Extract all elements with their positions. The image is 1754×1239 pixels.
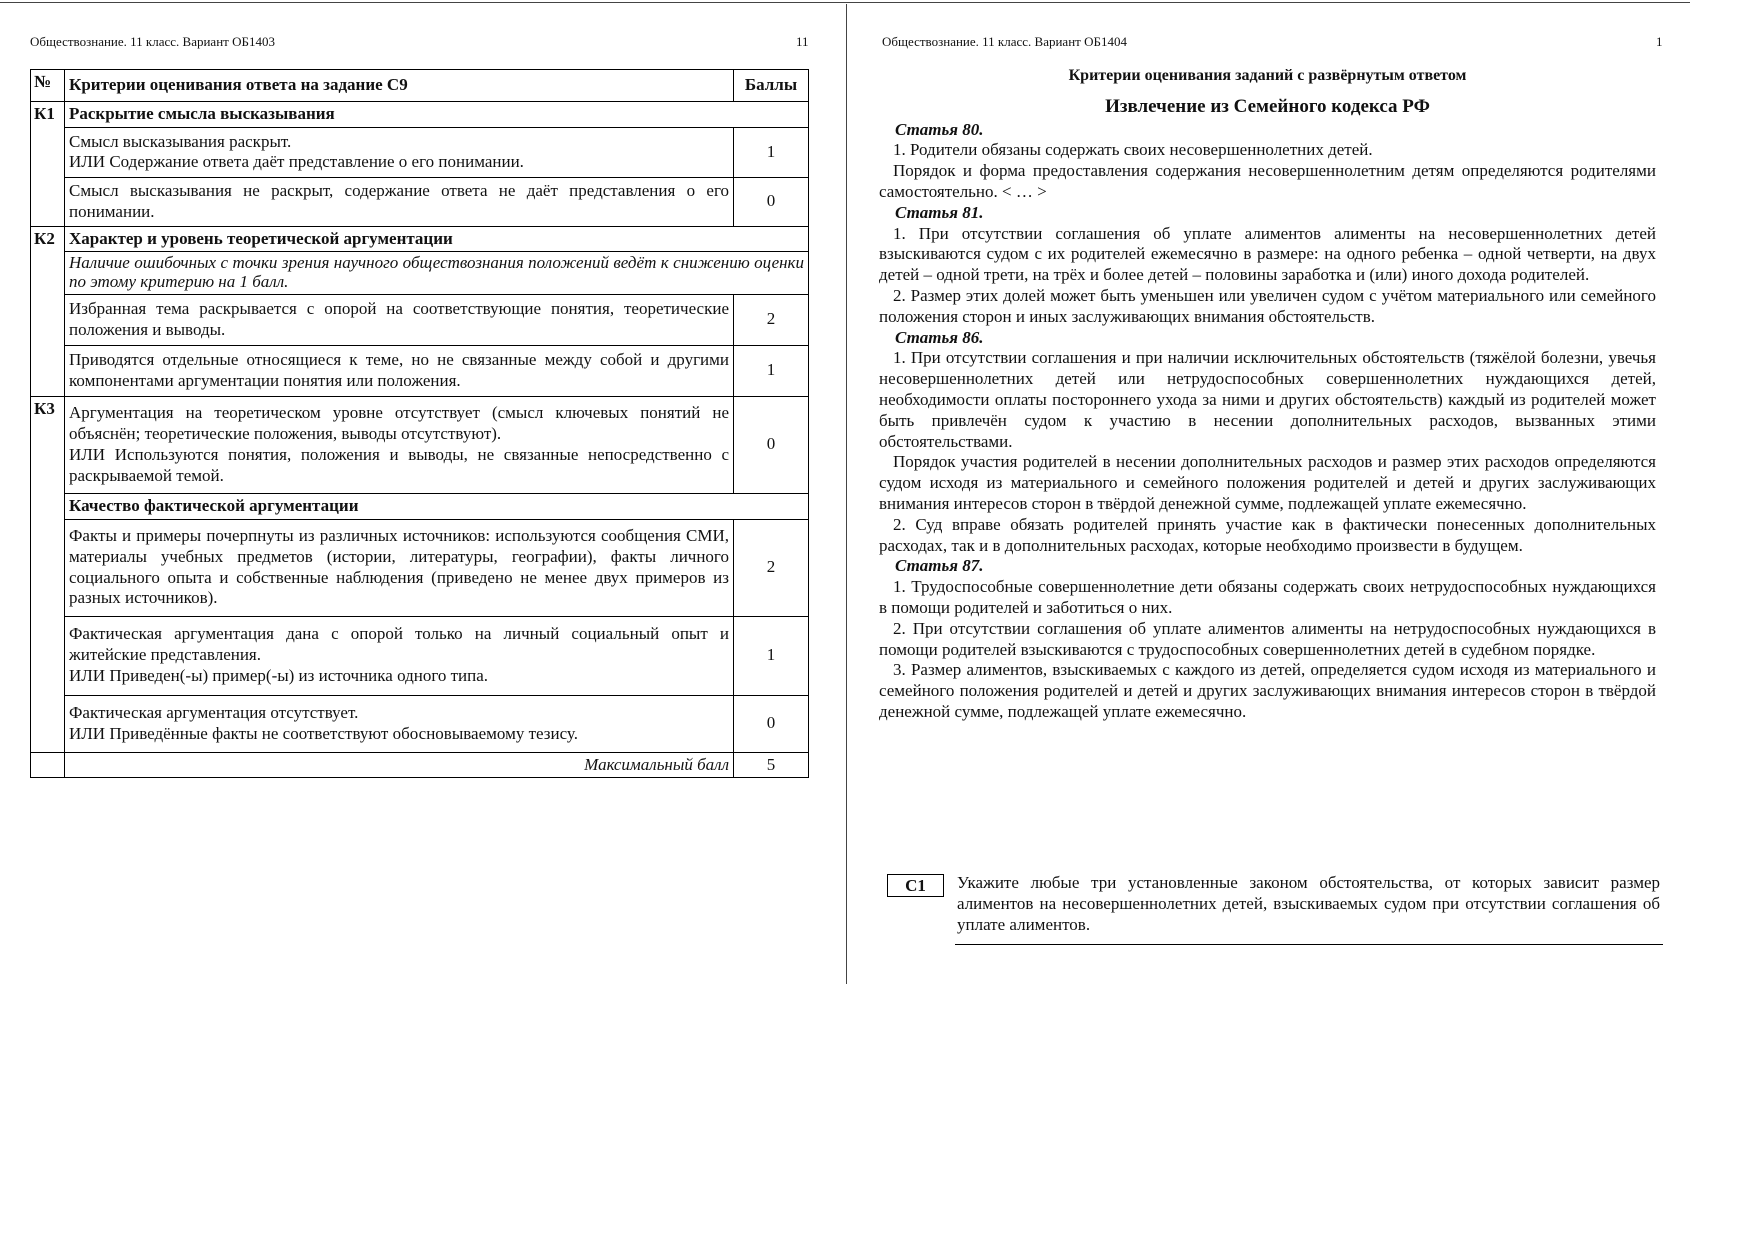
k3-title-row <box>31 493 809 519</box>
top-rule <box>0 2 1690 3</box>
left-page-header: Обществознание. 11 класс. Вариант ОБ1403 <box>30 34 275 49</box>
k3-num: К3 <box>31 396 65 752</box>
code-extract-title: Извлечение из Семейного кодекса РФ <box>1105 95 1430 117</box>
max-score-row <box>31 752 809 778</box>
k2-row-3-text <box>65 396 734 493</box>
article-81-p2: 2. Размер этих долей может быть уменьшен или увеличен судом с учётом материального или семейного положения сторон и иных заслуживающих внимания обстоятельств. <box>879 285 1656 326</box>
k2-row-3-line-a: Аргументация на теоретическом уровне отсутствует (смысл ключевых понятий не объяснён; теоретические положения, выводы отсутствуют). <box>69 403 729 444</box>
k1-title: Раскрытие смысла высказывания <box>65 102 809 128</box>
k3-row-2-text <box>65 616 734 695</box>
article-86-p3: 2. Суд вправе обязать родителей принять участие как в фактически понесенных дополнительных расходах, так и в дополнительных расходах, которые необходимо произвести в будущем. <box>879 514 1656 555</box>
article-86-heading: Статья 86. <box>895 327 984 347</box>
k1-row-2-points: 0 <box>734 177 809 226</box>
k3-row-1 <box>31 519 809 616</box>
k3-row-3-points: 0 <box>734 695 809 752</box>
k1-row-1-line-b: ИЛИ Содержание ответа даёт представление о его понимании. <box>69 152 524 172</box>
right-page-body <box>879 66 1656 723</box>
answer-line <box>955 944 1663 945</box>
page-divider <box>846 4 847 984</box>
header-num: № <box>31 70 65 102</box>
k3-row-2-line-a: Фактическая аргументация дана с опорой только на личный социальный опыт и житейские представления. <box>69 624 729 665</box>
k2-row-2-points: 1 <box>734 345 809 396</box>
article-86-p2: Порядок участия родителей в несении дополнительных расходов и размер этих расходов определяются судом исходя из материального и семейного положения родителей и детей и других заслуживающих внимания интересов сторон в твёрдой денежной сумме, подлежащей уплате ежемесячно. <box>879 452 1656 513</box>
article-81-p1: 1. При отсутствии соглашения об уплате алиментов алименты на несовершеннолетних детей взыскиваются судом с их родителей ежемесячно в размере: на одного ребенка – одной четверти, на двух детей – одной трети, на трёх и более детей – половины заработка и (или) иного дохода родителей. <box>879 223 1656 285</box>
right-page-header: Обществознание. 11 класс. Вариант ОБ1404 <box>882 34 1127 49</box>
task-label-box: С1 <box>887 874 944 897</box>
k3-title: Качество фактической аргументации <box>65 493 809 519</box>
k2-row-3 <box>31 396 809 493</box>
k3-row-3-text <box>65 695 734 752</box>
k2-row-3-line-b: ИЛИ Используются понятия, положения и выводы, не связанные непосредственно с раскрываемой темой. <box>69 444 729 485</box>
k2-title: Характер и уровень теоретической аргументации <box>65 226 809 252</box>
k2-row-1-points: 2 <box>734 294 809 345</box>
k1-row-1-points: 1 <box>734 127 809 177</box>
k1-title-row <box>31 102 809 128</box>
k3-row-1-text: Факты и примеры почерпнуты из различных источников: используются сообщения СМИ, материалы учебных предметов (истории, литературы, географии), факты личного социального опыта и собственные наблюдения (приведено не менее двух примеров из разных источников). <box>65 519 734 616</box>
k3-row-2-points: 1 <box>734 616 809 695</box>
k2-row-3-points: 0 <box>734 396 809 493</box>
k2-num: К2 <box>31 226 65 396</box>
k1-row-1-text <box>65 127 734 177</box>
article-87-p1: 1. Трудоспособные совершеннолетние дети обязаны содержать своих нетрудоспособных нуждающихся в помощи родителей и заботиться о них. <box>879 577 1656 617</box>
left-page-number: 11 <box>796 34 809 49</box>
k2-row-2-text: Приводятся отдельные относящиеся к теме, но не связанные между собой и другими компонентами аргументации понятия или положения. <box>65 345 734 396</box>
max-score-empty-cell <box>31 752 65 778</box>
article-87-p2: 2. При отсутствии соглашения об уплате алиментов алименты на нетрудоспособных нуждающихся в помощи родителей взыскиваются с трудоспособных совершеннолетних детей в судебном порядке. <box>879 618 1656 659</box>
article-80-heading: Статья 80. <box>895 119 984 139</box>
header-points: Баллы <box>734 70 809 102</box>
max-score-value: 5 <box>734 752 809 778</box>
k3-row-3-line-a: Фактическая аргументация отсутствует. <box>69 702 359 722</box>
article-81-heading: Статья 81. <box>895 202 984 222</box>
k2-row-1 <box>31 294 809 345</box>
article-87-heading: Статья 87. <box>895 556 984 576</box>
article-80-p2: Порядок и форма предоставления содержания несовершеннолетним детям определяются родителями самостоятельно. < … > <box>879 161 1656 201</box>
article-87-p3: 3. Размер алиментов, взыскиваемых с каждого из детей, определяется судом исходя из материального и семейного положения родителей и детей и других заслуживающих внимания интересов сторон в твёрдой денежной сумме, подлежащей уплате ежемесячно. <box>879 660 1656 721</box>
k1-num: К1 <box>31 102 65 227</box>
k1-row-1 <box>31 127 809 177</box>
article-80-p1: 1. Родители обязаны содержать своих несовершеннолетних детей. <box>893 140 1373 160</box>
k3-row-1-points: 2 <box>734 519 809 616</box>
k2-note-row <box>31 252 809 294</box>
k2-row-2 <box>31 345 809 396</box>
k1-row-2-text: Смысл высказывания не раскрыт, содержание ответа не даёт представления о его понимании. <box>65 177 734 226</box>
table-header-row <box>31 70 809 102</box>
task-text: Укажите любые три установленные законом обстоятельства, от которых зависит размер алиментов на несовершеннолетних детей, взыскиваемых судом при отсутствии соглашения об уплате алиментов. <box>957 873 1660 934</box>
max-score-label: Максимальный балл <box>65 752 734 778</box>
k3-row-2 <box>31 616 809 695</box>
k2-note: Наличие ошибочных с точки зрения научного обществознания положений ведёт к снижению оценки по этому критерию на 1 балл. <box>65 252 809 294</box>
right-page-number: 1 <box>1656 34 1663 49</box>
k3-row-3 <box>31 695 809 752</box>
criteria-table <box>30 69 809 778</box>
k3-row-2-line-b: ИЛИ Приведен(-ы) пример(-ы) из источника одного типа. <box>69 665 489 685</box>
k3-row-3-line-b: ИЛИ Приведённые факты не соответствуют обосновываемому тезису. <box>69 723 578 743</box>
criteria-title: Критерии оценивания заданий с развёрнутым ответом <box>1068 67 1467 84</box>
k1-row-2 <box>31 177 809 226</box>
article-86-p1: 1. При отсутствии соглашения и при наличии исключительных обстоятельств (тяжёлой болезни, увечья несовершеннолетних детей или нетрудоспособных совершеннолетних нуждающихся детей, необходимости оплаты постороннего ухода за ними и других обстоятельств) каждый из родителей может быть привлечён судом к участию в несении дополнительных расходов, вызванных этими обстоятельствами. <box>879 348 1656 451</box>
k2-row-1-text: Избранная тема раскрывается с опорой на соответствующие понятия, теоретические положения и выводы. <box>65 294 734 345</box>
k2-title-row <box>31 226 809 252</box>
header-criteria: Критерии оценивания ответа на задание С9 <box>65 70 734 102</box>
k1-row-1-line-a: Смысл высказывания раскрыт. <box>69 131 292 151</box>
